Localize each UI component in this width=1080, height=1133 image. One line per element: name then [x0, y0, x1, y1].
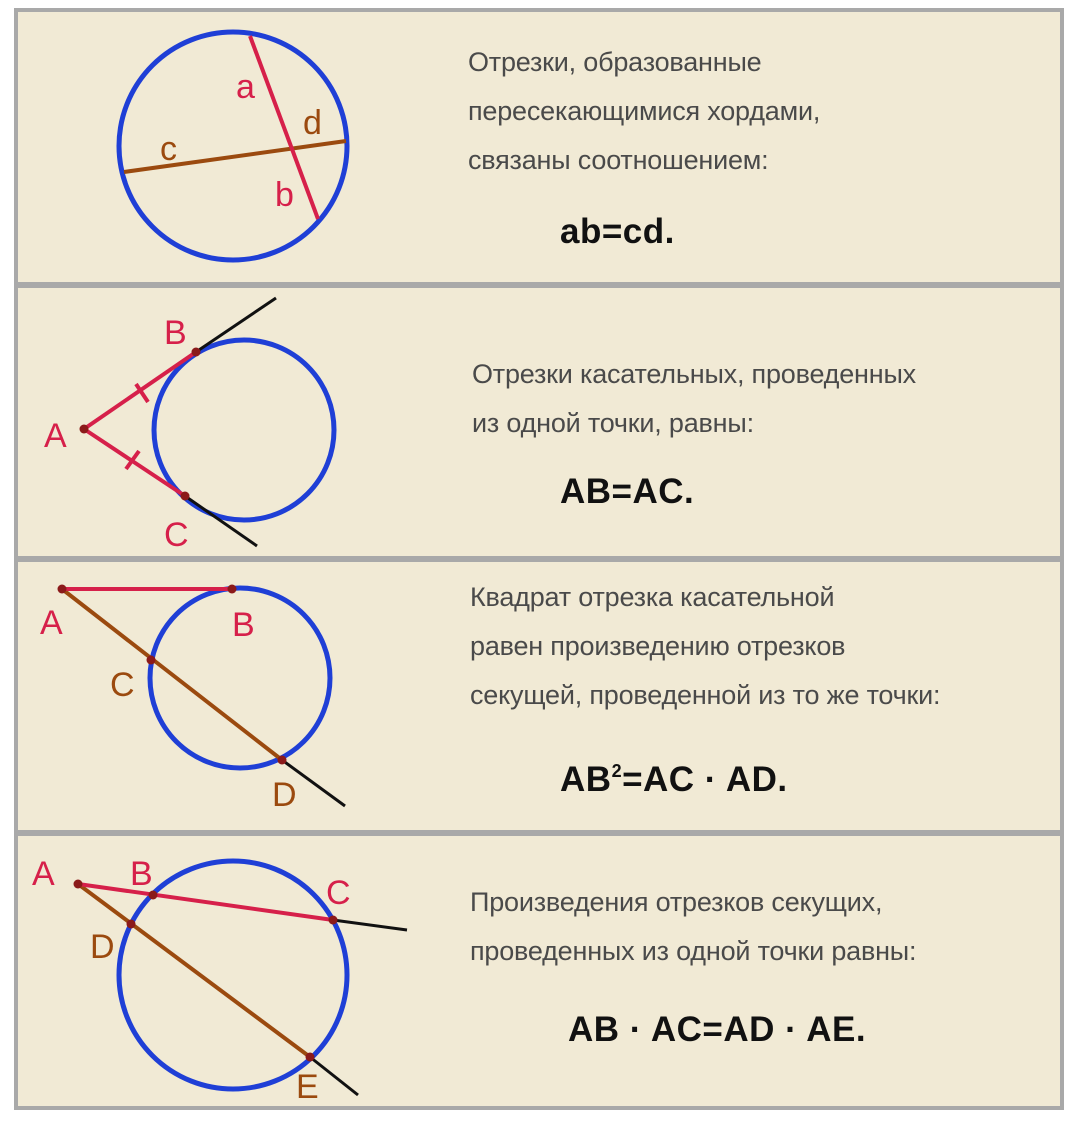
tangent-secant-text-line-2: равен произведению отрезков — [470, 631, 846, 661]
secants-text-line-2: проведенных из одной точки равны: — [470, 936, 917, 966]
label-C: C — [110, 666, 135, 704]
point-c — [147, 656, 156, 665]
tangent-secant-text-line-3: секущей, проведенной из то же точки: — [470, 680, 941, 710]
figure-two-secants — [32, 855, 407, 1106]
tangent-secant-text-line-1: Квадрат отрезка касательной — [470, 582, 835, 612]
formula-exponent: 2 — [611, 761, 623, 781]
label-C: C — [326, 874, 351, 912]
tangents-text-line-1: Отрезки касательных, проведенных — [472, 359, 916, 389]
point-d — [278, 756, 287, 765]
chord-cd — [124, 141, 346, 172]
label-E: E — [296, 1068, 319, 1106]
label-B: B — [130, 855, 153, 893]
figure-tangent-segments — [44, 298, 334, 554]
point-c — [329, 916, 338, 925]
label-C: C — [164, 516, 189, 554]
label-A: A — [44, 417, 67, 455]
point-d — [127, 920, 136, 929]
label-b: b — [275, 176, 294, 214]
label-B: B — [164, 314, 187, 352]
point-a — [58, 585, 67, 594]
figure-tangent-secant — [40, 585, 345, 815]
chords-text-line-1: Отрезки, образованные — [468, 47, 762, 77]
secants-text-line-1: Произведения отрезков секущих, — [470, 887, 883, 917]
label-A: A — [32, 855, 55, 893]
point-a — [80, 425, 89, 434]
point-b — [228, 585, 237, 594]
formula-rest: =AC · AD. — [622, 760, 788, 799]
label-A: A — [40, 604, 63, 642]
label-a: a — [236, 68, 255, 106]
chords-text-line-2: пересекающимися хордами, — [468, 96, 821, 126]
secant-extension-c — [333, 920, 407, 930]
figure-intersecting-chords — [119, 32, 347, 260]
formula-base: AB — [560, 760, 612, 799]
label-D: D — [272, 776, 297, 814]
tangent-segment-ac — [84, 429, 185, 496]
chords-text-line-3: связаны соотношением: — [468, 145, 769, 175]
label-B: B — [232, 606, 255, 644]
point-e — [306, 1053, 315, 1062]
label-D: D — [90, 928, 115, 966]
chords-formula: ab=cd. — [560, 212, 675, 251]
label-d: d — [303, 104, 322, 142]
label-c: c — [160, 130, 177, 168]
point-c — [181, 492, 190, 501]
point-b — [192, 348, 201, 357]
tangents-text-line-2: из одной точки, равны: — [472, 408, 754, 438]
secants-formula: AB · AC=AD · AE. — [568, 1010, 867, 1049]
point-a — [74, 880, 83, 889]
tangents-formula: AB=AC. — [560, 472, 695, 511]
